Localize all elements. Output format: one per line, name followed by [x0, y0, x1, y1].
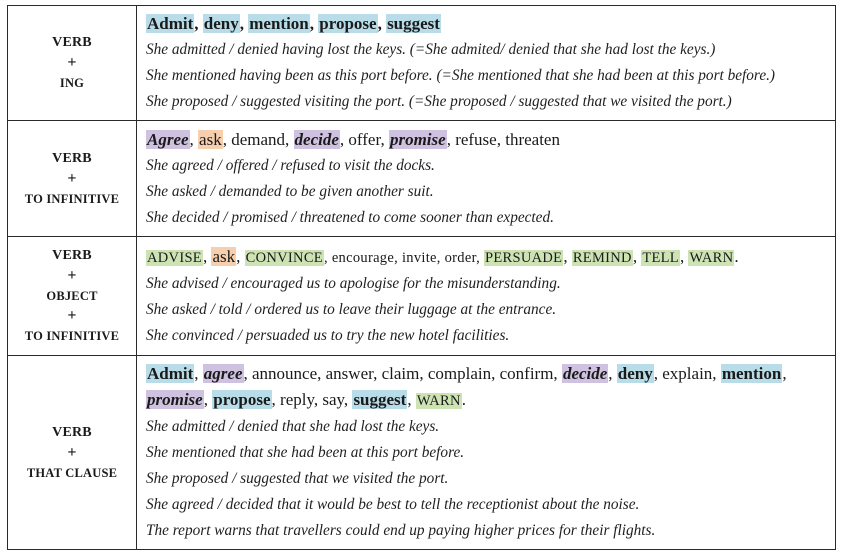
pattern-label-part: ING — [59, 76, 85, 90]
verb-highlight: decide — [562, 364, 608, 383]
example-list — [146, 271, 835, 349]
verb-highlight: suggest — [353, 390, 407, 409]
verb-highlight: ask — [212, 246, 236, 266]
verb-list-text: , refuse, threaten — [446, 129, 560, 149]
plus-sign: + — [67, 54, 77, 71]
verb-list-text: , — [239, 14, 249, 33]
verb-highlight: propose — [319, 14, 377, 33]
verb-highlight: TELL — [642, 249, 679, 266]
verb-list-text: , announce, answer, claim, complain, confirm, — [243, 364, 562, 383]
verb-list — [146, 244, 835, 271]
verb-highlight: Admit — [147, 14, 194, 33]
verb-highlight: ADVISE — [147, 249, 202, 266]
verb-list-text: , offer, — [339, 129, 389, 149]
table-row — [8, 237, 836, 356]
verb-highlight: mention — [721, 364, 782, 383]
verb-highlight: promise — [147, 390, 203, 409]
verb-list-text: , reply, say, — [271, 390, 353, 409]
verb-list-text: , — [203, 390, 213, 409]
pattern-content-cell — [137, 356, 836, 550]
verb-patterns-table — [7, 5, 836, 550]
verb-list-text: , — [563, 246, 572, 266]
verb-highlight: WARN — [416, 393, 461, 409]
verb-highlight: REMIND — [572, 249, 632, 266]
verb-list-text: , explain, — [653, 364, 721, 383]
verb-list-text: , — [608, 364, 617, 383]
example-sentence: She agreed / decided that it would be best to tell the receptionist about the noise. — [146, 496, 640, 513]
verb-highlight: promise — [389, 129, 446, 149]
verb-list-text: , — [782, 364, 787, 383]
verb-highlight: decide — [294, 129, 339, 149]
pattern-label — [8, 149, 136, 209]
pattern-label-part: TO INFINITIVE — [24, 191, 120, 206]
pattern-content-cell — [137, 121, 836, 237]
verb-list — [146, 127, 835, 153]
pattern-label-cell — [8, 356, 137, 550]
example-sentence: She admitted / denied having lost the keys. (=She admited/ denied that she had lost the keys.) — [146, 41, 716, 58]
verb-list-text: , — [407, 390, 416, 409]
table-row — [8, 6, 836, 121]
verb-list-text: . — [734, 246, 739, 266]
verb-highlight: suggest — [387, 14, 440, 33]
plus-sign: + — [67, 169, 77, 187]
pattern-label-part: VERB — [52, 248, 92, 263]
verb-highlight: deny — [617, 364, 653, 383]
verb-list-text: , demand, — [222, 129, 294, 149]
example-sentence: She agreed / offered / refused to visit the docks. — [146, 156, 435, 174]
table-row — [8, 356, 836, 550]
verb-highlight: WARN — [689, 249, 734, 266]
example-sentence: She decided / promised / threatened to come sooner than expected. — [146, 208, 554, 226]
verb-list-text: , — [189, 129, 199, 149]
pattern-label-cell — [8, 6, 137, 121]
verb-highlight: propose — [213, 390, 271, 409]
pattern-label-cell — [8, 121, 137, 237]
verb-list-text: , — [679, 246, 689, 266]
example-sentence: She proposed / suggested visiting the port. (=She proposed / suggested that we visited the port.) — [146, 93, 732, 110]
example-list — [146, 153, 835, 231]
verb-list-text: , — [377, 14, 387, 33]
verb-list-text: , — [194, 364, 203, 383]
example-sentence: She admitted / denied that she had lost the keys. — [146, 418, 440, 435]
table-row — [8, 121, 836, 237]
pattern-label-part: VERB — [52, 150, 92, 166]
example-sentence: She asked / demanded to be given another suit. — [146, 182, 434, 200]
example-sentence: She asked / told / ordered us to leave their luggage at the entrance. — [146, 300, 557, 318]
example-sentence: She proposed / suggested that we visited the port. — [146, 470, 449, 487]
example-list — [146, 37, 835, 115]
verb-highlight: ask — [199, 129, 222, 149]
verb-list-text: . — [461, 390, 466, 409]
pattern-label — [8, 423, 136, 483]
pattern-content-cell — [137, 6, 836, 121]
verb-highlight: Agree — [147, 129, 189, 149]
plus-sign: + — [67, 443, 77, 461]
verb-list-text: , — [236, 246, 245, 266]
pattern-content-cell — [137, 237, 836, 356]
pattern-label-part: TO INFINITIVE — [24, 329, 120, 343]
verb-highlight: PERSUADE — [484, 249, 563, 266]
verb-list-text: , — [632, 246, 642, 266]
verb-highlight: mention — [249, 14, 309, 33]
verb-highlight: deny — [203, 14, 239, 33]
verb-highlight: CONVINCE — [245, 249, 323, 266]
example-sentence: She mentioned having been as this port before. (=She mentioned that she had been at this port before.) — [146, 67, 776, 84]
verb-list-text: , — [309, 14, 319, 33]
verb-list-text: , — [194, 14, 203, 33]
verb-highlight: agree — [203, 364, 243, 383]
example-sentence: She mentioned that she had been at this port before. — [146, 444, 465, 461]
example-sentence: She convinced / persuaded us to try the new hotel facilities. — [146, 326, 510, 344]
pattern-label-part: VERB — [52, 35, 92, 50]
pattern-label-part: THAT CLAUSE — [26, 465, 118, 480]
verb-highlight: Admit — [147, 364, 194, 383]
pattern-label-cell — [8, 237, 137, 356]
pattern-label — [8, 33, 136, 93]
verb-list-text: , encourage, invite, order, — [323, 249, 484, 266]
pattern-label-part: OBJECT — [46, 289, 98, 303]
pattern-label-part: VERB — [52, 424, 92, 440]
example-sentence: She advised / encouraged us to apologise for the misunderstanding. — [146, 274, 561, 292]
pattern-label — [8, 246, 136, 346]
example-list — [146, 414, 835, 544]
verb-list — [146, 361, 835, 414]
verb-list-text: , — [202, 246, 212, 266]
example-sentence: The report warns that travellers could end up paying higher prices for their flights. — [146, 522, 656, 539]
plus-sign: + — [67, 307, 77, 324]
plus-sign: + — [67, 267, 77, 284]
verb-list — [146, 11, 835, 37]
